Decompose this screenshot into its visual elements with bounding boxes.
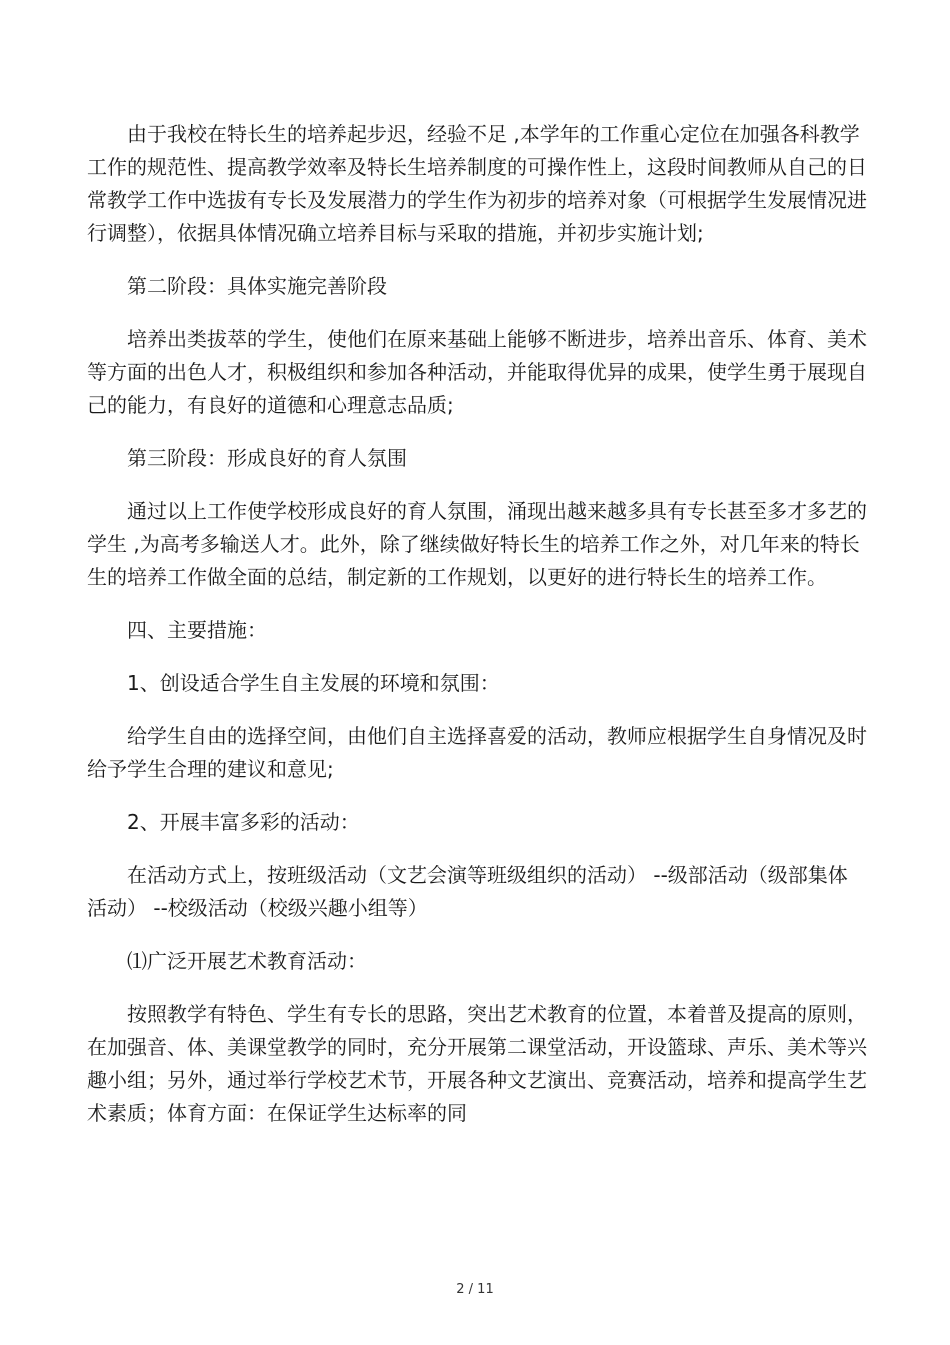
heading-art-education: ⑴广泛开展艺术教育活动： — [127, 949, 367, 973]
heading-phase-three: 第三阶段：形成良好的育人氛围 — [127, 446, 407, 470]
paragraph-phase-two-description: 培养出类拔萃的学生，使他们在原来基础上能够不断进步，培养出音乐、体育、美术等方面的出色人才，积极组织和参加各种活动，并能取得优异的成果，使学生勇于展现自己的能力，有良好的道德和心理意志品质; — [87, 327, 867, 417]
heading-main-measures: 四、主要措施： — [127, 618, 267, 642]
heading-measure-one: 1、创设适合学生自主发展的环境和氛围： — [127, 671, 500, 695]
heading-phase-two: 第二阶段：具体实施完善阶段 — [127, 274, 387, 298]
page-number: 2 / 11 — [456, 1282, 494, 1297]
paragraph-activity-levels: 在活动方式上，按班级活动（文艺会演等班级组织的活动） --级部活动（级部集体活动） --校级活动（校级兴趣小组等） — [87, 863, 848, 920]
paragraph-measure-one-description: 给学生自由的选择空间，由他们自主选择喜爱的活动，教师应根据学生自身情况及时给予学生合理的建议和意见; — [87, 724, 867, 781]
heading-measure-two: 2、开展丰富多彩的活动： — [127, 810, 360, 834]
paragraph-phase-one-description: 由于我校在特长生的培养起步迟，经验不足 ,本学年的工作重心定位在加强各科教学工作的规范性、提高教学效率及特长生培养制度的可操作性上，这段时间教师从自己的日常教学工作中选拔有专长及发展潜力的学生作为初步的培养对象（可根据学生发展情况进行调整），依据具体情况确立培养目标与采取的措施，并初步实施计划; — [87, 122, 867, 245]
body-text — [87, 118, 867, 1130]
paragraph-art-education-description: 按照教学有特色、学生有专长的思路，突出艺术教育的位置，本着普及提高的原则，在加强音、体、美课堂教学的同时，充分开展第二课堂活动，开设篮球、声乐、美术等兴趣小组；另外，通过举行学校艺术节，开展各种文艺演出、竞赛活动，培养和提高学生艺术素质；体育方面：在保证学生达标率的同 — [87, 1002, 867, 1125]
paragraph-phase-three-description: 通过以上工作使学校形成良好的育人氛围，涌现出越来越多具有专长甚至多才多艺的学生 ,为高考多输送人才。此外，除了继续做好特长生的培养工作之外，对几年来的特长生的培养工作做全面的总结，制定新的工作规划，以更好的进行特长生的培养工作。 — [87, 499, 867, 589]
